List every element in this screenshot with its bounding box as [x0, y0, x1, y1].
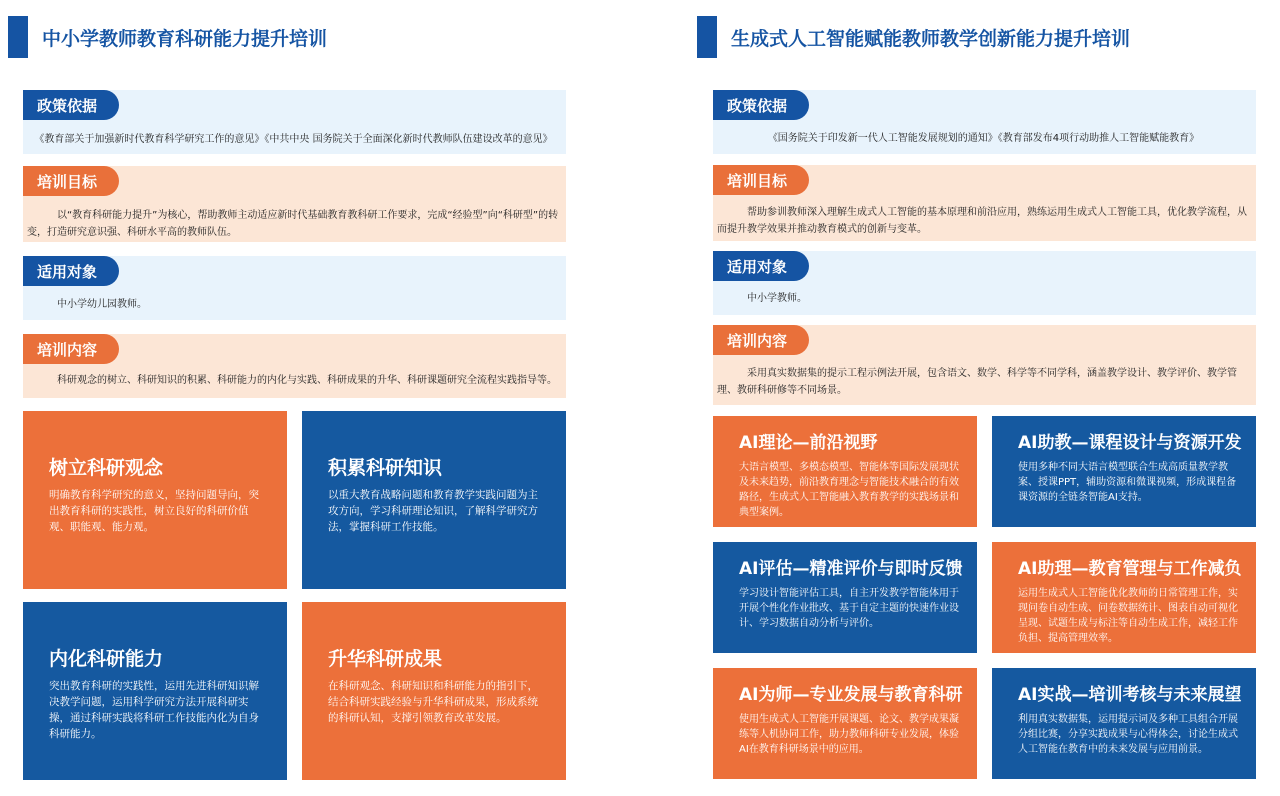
right-card-6 — [992, 668, 1256, 779]
section-text: 《国务院关于印发新一代人工智能发展规划的通知》《教育部发布4项行动助推人工智能赋能教育》 — [767, 133, 1200, 144]
section-tag: 适用对象 — [713, 251, 809, 281]
section-tag: 培训内容 — [23, 334, 119, 364]
card-title: AI助教—课程设计与资源开发 — [1018, 433, 1242, 453]
left-card-4 — [302, 602, 566, 780]
left-card-1 — [23, 411, 287, 589]
right-card-4 — [992, 542, 1256, 653]
right-heading — [697, 16, 1130, 58]
section-text: 帮助参训教师深入理解生成式人工智能的基本原理和前沿应用，熟练运用生成式人工智能工具，优化教学流程，从而提升教学效果并推动教育模式的创新与变革。 — [717, 207, 1247, 235]
card-body: 使用生成式人工智能开展课题、论文、教学成果凝练等人机协同工作，助力教师科研专业发展，体验AI在教育科研场景中的应用。 — [739, 714, 959, 755]
card-title: AI为师—专业发展与教育科研 — [739, 685, 963, 705]
section-text: 科研观念的树立、科研知识的积累、科研能力的内化与实践、科研成果的升华、科研课题研究全流程实践指导等。 — [57, 375, 557, 386]
card-body: 学习设计智能评估工具，自主开发教学智能体用于开展个性化作业批改、基于自定主题的快速作业设计、学习数据自动分析与评价。 — [739, 588, 959, 629]
right-section-goal — [713, 165, 1256, 241]
right-section-audience — [713, 251, 1256, 315]
left-section-audience — [23, 256, 566, 320]
section-text: 《教育部关于加强新时代教育科学研究工作的意见》《中共中央 国务院关于全面深化新时代教师队伍建设改革的意见》 — [34, 134, 553, 145]
card-body: 大语言模型、多模态模型、智能体等国际发展现状及未来趋势，前沿教育理念与智能技术融合的有效路径，生成式人工智能融入教育教学的实践场景和典型案例。 — [739, 462, 959, 518]
left-section-policy — [23, 90, 566, 154]
section-text: 采用真实数据集的提示工程示例法开展，包含语文、数学、科学等不同学科，涵盖教学设计、教学评价、教学管理、教研科研修等不同场景。 — [717, 368, 1237, 396]
card-body: 明确教育科学研究的意义，坚持问题导向，突出教育科研的实践性，树立良好的科研价值观、职能观、能力观。 — [49, 489, 259, 533]
left-heading — [8, 16, 327, 58]
heading-accent-bar — [697, 16, 717, 58]
card-title: AI理论—前沿视野 — [739, 433, 878, 453]
card-title: 树立科研观念 — [49, 457, 164, 479]
card-title: 升华科研成果 — [328, 648, 443, 670]
card-body: 突出教育科研的实践性，运用先进科研知识解决教学问题，运用科学研究方法开展科研实操，通过科研实践将科研工作技能内化为自身科研能力。 — [49, 680, 259, 740]
right-card-5 — [713, 668, 977, 779]
left-section-goal — [23, 166, 566, 242]
card-body: 以重大教育战略问题和教育教学实践问题为主攻方向，学习科研理论知识，了解科学研究方法，掌握科研工作技能。 — [328, 489, 538, 533]
section-text: 中小学幼儿园教师。 — [57, 299, 147, 310]
right-section-policy — [713, 90, 1256, 154]
left-page-title: 中小学教师教育科研能力提升培训 — [42, 27, 328, 50]
section-tag: 政策依据 — [23, 90, 119, 120]
card-title: 积累科研知识 — [328, 457, 443, 479]
section-tag: 适用对象 — [23, 256, 119, 286]
card-body: 利用真实数据集，运用提示词及多种工具组合开展分组比赛，分享实践成果与心得体会，讨论生成式人工智能在教育中的未来发展与应用前景。 — [1018, 714, 1238, 755]
right-card-3 — [713, 542, 977, 653]
right-card-1 — [713, 416, 977, 527]
section-tag: 培训目标 — [713, 165, 809, 195]
right-section-content — [713, 325, 1256, 405]
section-tag: 培训内容 — [713, 325, 809, 355]
card-body: 运用生成式人工智能优化教师的日常管理工作，实现问卷自动生成、问卷数据统计、图表自动可视化呈现、试题生成与标注等自动生成工作，减轻工作负担、提高管理效率。 — [1018, 588, 1238, 644]
card-title: AI助理—教育管理与工作减负 — [1018, 559, 1242, 579]
card-body: 在科研观念、科研知识和科研能力的指引下，结合科研实践经验与升华科研成果，形成系统的科研认知，支撑引领教育改革发展。 — [328, 680, 538, 724]
section-tag: 政策依据 — [713, 90, 809, 120]
right-page-title: 生成式人工智能赋能教师教学创新能力提升培训 — [731, 27, 1131, 50]
heading-accent-bar — [8, 16, 28, 58]
left-card-2 — [302, 411, 566, 589]
section-text: 以“教育科研能力提升”为核心，帮助教师主动适应新时代基础教育教科研工作要求，完成“经验型”向“科研型”的转变，打造研究意识强、科研水平高的教师队伍。 — [27, 210, 559, 238]
left-section-content — [23, 334, 566, 398]
card-title: AI实战—培训考核与未来展望 — [1018, 685, 1242, 705]
right-card-2 — [992, 416, 1256, 527]
section-text: 中小学教师。 — [747, 293, 807, 304]
left-card-3 — [23, 602, 287, 780]
card-title: 内化科研能力 — [49, 648, 164, 670]
section-tag: 培训目标 — [23, 166, 119, 196]
card-title: AI评估—精准评价与即时反馈 — [739, 559, 963, 579]
card-body: 使用多种不同大语言模型联合生成高质量教学教案、授课PPT，辅助资源和微课视频，形成课程备课资源的全链条智能AI支持。 — [1018, 462, 1237, 503]
